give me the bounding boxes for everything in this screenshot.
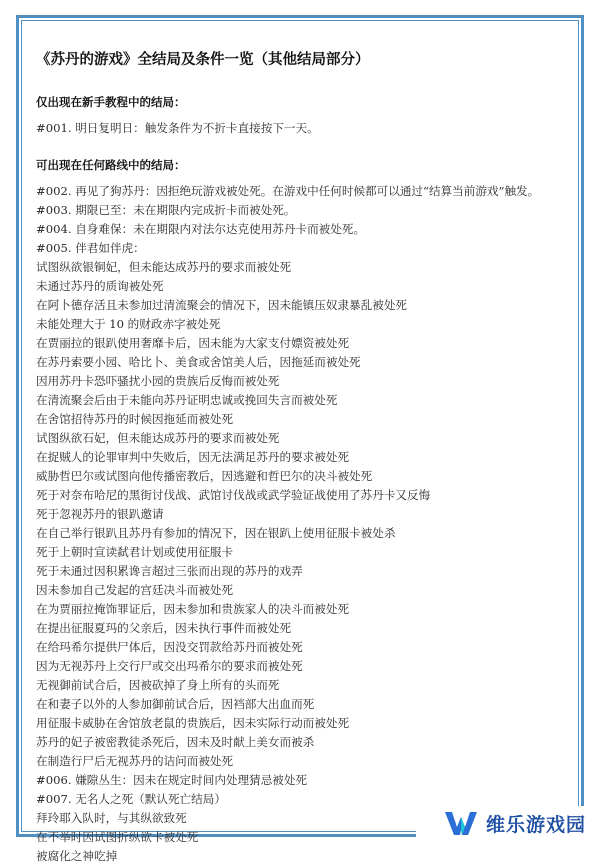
ending-line: 在和妻子以外的人参加御前试合后，因裆部大出血而死 xyxy=(36,697,315,711)
ending-line: 试图纵欲银铜妃，但未能达成苏丹的要求而被处死 xyxy=(36,260,292,274)
document-body xyxy=(36,38,576,866)
ending-line: 死于上朝时宣读弑君计划或使用征服卡 xyxy=(36,545,234,559)
ending-line: 试图纵欲石妃，但未能达成苏丹的要求而被处死 xyxy=(36,431,280,445)
ending-line: 用征服卡威胁在舍馆放老鼠的贵族后，因未实际行动而被处死 xyxy=(36,716,350,730)
ending-line: #005. 伴君如伴虎： xyxy=(36,241,145,255)
ending-line: 苏丹的妃子被密教徒杀死后，因未及时献上美女而被杀 xyxy=(36,735,315,749)
section-heading-tutorial: 仅出现在新手教程中的结局： xyxy=(36,95,186,109)
ending-line: 死于未通过因积累谗言超过三张而出现的苏丹的戏弄 xyxy=(36,564,303,578)
ending-line: 在阿卜德存活且未参加过清流聚会的情况下，因未能镇压奴隶暴乱被处死 xyxy=(36,298,408,312)
ending-line: 在提出征服夏玛的父亲后，因未执行事件而被处死 xyxy=(36,621,292,635)
ending-line: 在不举时因试图折纵欲卡被处死 xyxy=(36,830,199,844)
ending-line: 在苏丹索要小园、哈比卜、美食或舍馆美人后，因拖延而被处死 xyxy=(36,355,361,369)
section-heading-any-route: 可出现在任何路线中的结局： xyxy=(36,158,186,172)
ending-line: 在贾丽拉的银趴使用奢靡卡后，因未能为大家支付嫖资被处死 xyxy=(36,336,350,350)
watermark-text: 维乐游戏园 xyxy=(485,813,586,836)
ending-line: #001. 明日复明日：触发条件为不折卡直接按下一天。 xyxy=(36,121,319,135)
document-title: 《苏丹的游戏》全结局及条件一览（其他结局部分） xyxy=(36,52,370,68)
ending-line: 在舍馆招待苏丹的时候因拖延而被处死 xyxy=(36,412,234,426)
ending-line: 因为无视苏丹上交行尸或交出玛希尔的要求而被处死 xyxy=(36,659,303,673)
ending-line: 在制造行尸后无视苏丹的诘问而被处死 xyxy=(36,754,234,768)
ending-line: 被腐化之神吃掉 xyxy=(36,849,118,863)
ending-line: 在自己举行银趴且苏丹有参加的情况下，因在银趴上使用征服卡被处杀 xyxy=(36,526,396,540)
ending-line: 在捉贼人的论罪审判中失败后，因无法满足苏丹的要求被处死 xyxy=(36,450,350,464)
ending-line: 死于对奈布哈尼的黑街讨伐战、武馆讨伐战或武学验证战使用了苏丹卡又反悔 xyxy=(36,488,431,502)
ending-line: #006. 嫌隙丛生：因未在规定时间内处理猜忌被处死 xyxy=(36,773,308,787)
watermark xyxy=(416,806,592,840)
ending-line: 未通过苏丹的质询被处死 xyxy=(36,279,164,293)
ending-line: 无视御前试合后，因被砍掉了身上所有的头而死 xyxy=(36,678,280,692)
ending-line: 拜玲耶入队时，与其纵欲致死 xyxy=(36,811,187,825)
ending-line: 死于忽视苏丹的银趴邀请 xyxy=(36,507,164,521)
section-tutorial-list xyxy=(36,119,576,138)
watermark-logo-icon xyxy=(444,809,478,837)
ending-line: 威胁哲巴尔或试图向他传播密教后，因逃避和哲巴尔的决斗被处死 xyxy=(36,469,373,483)
section-any-route-list xyxy=(36,182,576,866)
ending-line: 在给玛希尔提供尸体后，因没交罚款给苏丹而被处死 xyxy=(36,640,303,654)
ending-line: #004. 自身难保：未在期限内对法尔达克使用苏丹卡而被处死。 xyxy=(36,222,366,236)
ending-line: #002. 再见了狗苏丹：因拒绝玩游戏被处死。在游戏中任何时候都可以通过“结算当前游戏”触发。 xyxy=(36,184,540,198)
ending-line: #007. 无名人之死（默认死亡结局） xyxy=(36,792,226,806)
ending-line: 在清流聚会后由于未能向苏丹证明忠诚或挽回失言而被处死 xyxy=(36,393,338,407)
ending-line: #003. 期限已至：未在期限内完成折卡而被处死。 xyxy=(36,203,296,217)
ending-line: 未能处理大于 10 的财政赤字被处死 xyxy=(36,317,221,331)
ending-line: 在为贾丽拉掩饰罪证后，因未参加和贵族家人的决斗而被处死 xyxy=(36,602,350,616)
ending-line: 因用苏丹卡恐吓骚扰小园的贵族后反悔而被处死 xyxy=(36,374,280,388)
ending-line: 因未参加自己发起的宫廷决斗而被处死 xyxy=(36,583,234,597)
